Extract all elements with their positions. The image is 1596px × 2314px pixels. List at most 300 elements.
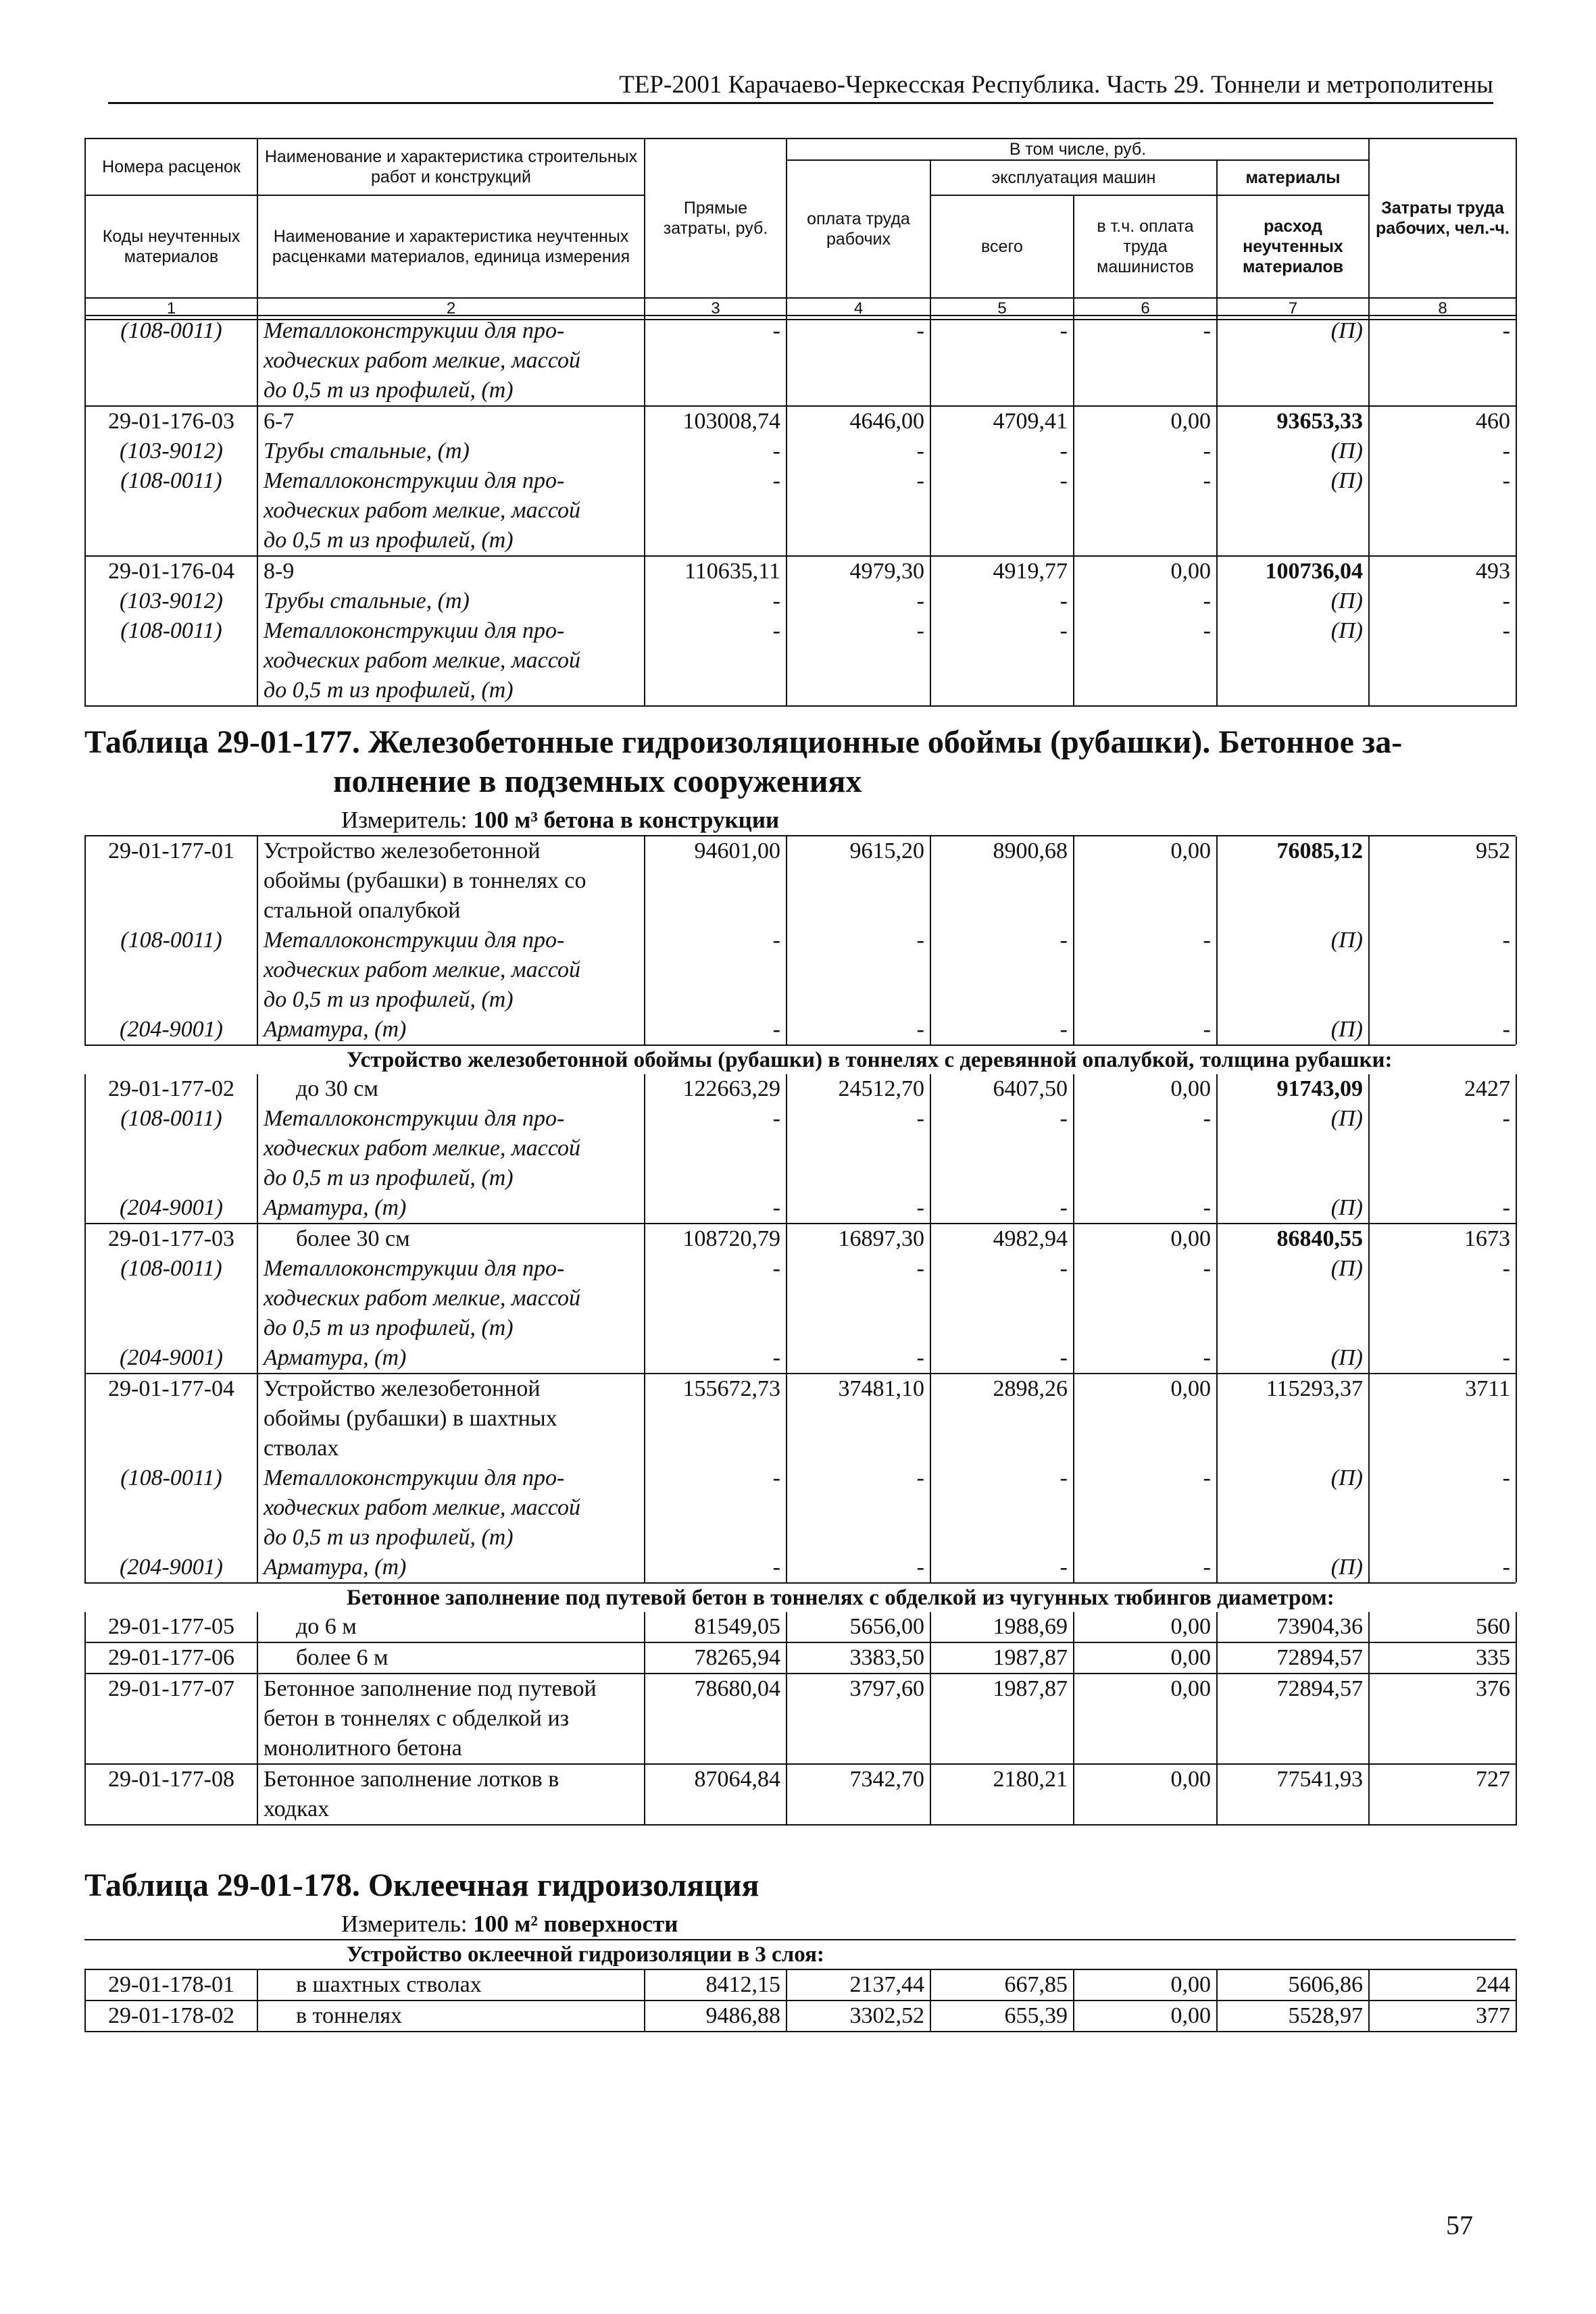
machines-total-cell: 4919,77 — [930, 556, 1074, 586]
labor-pay-cell — [787, 526, 930, 556]
table-row — [85, 1104, 1516, 1134]
work-name-cell: Трубы стальные, (т) — [257, 436, 645, 466]
machines-total-cell: 4982,94 — [930, 1224, 1074, 1254]
materials-cell — [1217, 955, 1369, 985]
group-heading-pasted-waterproofing: Устройство оклеечной гидроизоляции в 3 слоя: — [347, 1942, 824, 1967]
labor-pay-cell: 3797,60 — [787, 1674, 930, 1704]
direct-costs-cell — [645, 1404, 787, 1434]
work-name-cell: более 6 м — [257, 1642, 645, 1674]
table-row — [85, 436, 1516, 466]
header-labor-pay: оплата труда рабочих — [787, 160, 930, 298]
labor-hours-cell — [1369, 1734, 1516, 1764]
labor-hours-cell: - — [1369, 586, 1516, 616]
rate-code-cell: 29-01-176-04 — [85, 556, 257, 586]
machines-labor-cell — [1074, 346, 1217, 376]
materials-cell: (П) — [1217, 466, 1369, 496]
table-row — [85, 1463, 1516, 1493]
rate-code-cell: 29-01-177-03 — [85, 1224, 257, 1254]
table-row — [85, 985, 1516, 1015]
header-labor-hours: Затраты труда рабочих, чел.-ч. — [1369, 139, 1516, 298]
table-row — [85, 1343, 1516, 1374]
materials-cell — [1217, 1284, 1369, 1313]
labor-hours-cell — [1369, 866, 1516, 896]
direct-costs-cell: - — [645, 1104, 787, 1134]
labor-pay-cell — [787, 1734, 930, 1764]
direct-costs-cell: - — [645, 1193, 787, 1224]
table-row — [85, 1224, 1516, 1254]
labor-hours-cell — [1369, 1163, 1516, 1193]
table-row — [85, 955, 1516, 985]
labor-hours-cell — [1369, 676, 1516, 706]
table-row — [85, 646, 1516, 676]
labor-pay-cell — [787, 896, 930, 926]
header-including: В том числе, руб. — [787, 139, 1369, 160]
materials-cell: 115293,37 — [1217, 1374, 1369, 1404]
direct-costs-cell — [645, 496, 787, 526]
work-name-cell: Бетонное заполнение лотков в — [257, 1764, 645, 1794]
labor-hours-cell — [1369, 896, 1516, 926]
materials-cell — [1217, 1163, 1369, 1193]
rate-code-cell — [85, 1163, 257, 1193]
table-178-title: Таблица 29-01-178. Оклеечная гидроизоляция — [84, 1867, 759, 1903]
labor-hours-cell — [1369, 1493, 1516, 1523]
machines-total-cell: 8900,68 — [930, 836, 1074, 866]
column-number: 7 — [1217, 298, 1369, 320]
materials-cell — [1217, 896, 1369, 926]
machines-labor-cell: - — [1074, 436, 1217, 466]
labor-pay-cell — [787, 1163, 930, 1193]
rate-code-cell — [85, 1704, 257, 1734]
work-name-cell: Устройство железобетонной — [257, 836, 645, 866]
table-row — [85, 1134, 1516, 1163]
labor-pay-cell — [787, 496, 930, 526]
labor-hours-cell: 2427 — [1369, 1074, 1516, 1104]
labor-hours-cell: - — [1369, 1193, 1516, 1224]
direct-costs-cell — [645, 1493, 787, 1523]
work-name-cell: Устройство железобетонной — [257, 1374, 645, 1404]
table-row — [85, 896, 1516, 926]
work-name-cell: ходческих работ мелкие, массой — [257, 1284, 645, 1313]
work-name-cell: Арматура, (т) — [257, 1015, 645, 1045]
materials-cell: (П) — [1217, 316, 1369, 346]
rate-code-cell — [85, 985, 257, 1015]
direct-costs-cell — [645, 1734, 787, 1764]
labor-pay-cell — [787, 866, 930, 896]
rate-code-cell: 29-01-177-05 — [85, 1612, 257, 1642]
materials-cell: 86840,55 — [1217, 1224, 1369, 1254]
table-row — [85, 926, 1516, 955]
table-177-title-line2: полнение в подземных сооружениях — [333, 763, 862, 799]
table-row — [85, 1163, 1516, 1193]
work-name-cell: более 30 см — [257, 1224, 645, 1254]
labor-pay-cell: 7342,70 — [787, 1764, 930, 1794]
labor-hours-cell: - — [1369, 616, 1516, 646]
work-name-cell: Бетонное заполнение под путевой — [257, 1674, 645, 1704]
table-row — [85, 1193, 1516, 1224]
materials-cell: 73904,36 — [1217, 1612, 1369, 1642]
work-name-cell: до 0,5 т из профилей, (т) — [257, 1313, 645, 1343]
labor-hours-cell — [1369, 376, 1516, 406]
header-direct-costs: Прямые затраты, руб. — [645, 139, 787, 298]
machines-labor-cell — [1074, 1523, 1217, 1553]
machines-labor-cell: 0,00 — [1074, 1074, 1217, 1104]
rate-code-cell: 29-01-178-01 — [85, 1969, 257, 2001]
work-name-cell: Арматура, (т) — [257, 1193, 645, 1224]
column-number: 4 — [787, 298, 930, 320]
direct-costs-cell — [645, 676, 787, 706]
table-row — [85, 1674, 1516, 1704]
machines-total-cell — [930, 985, 1074, 1015]
materials-cell — [1217, 866, 1369, 896]
machines-total-cell — [930, 646, 1074, 676]
machines-labor-cell: - — [1074, 1463, 1217, 1493]
machines-total-cell: - — [930, 1193, 1074, 1224]
materials-cell — [1217, 1523, 1369, 1553]
labor-hours-cell — [1369, 985, 1516, 1015]
materials-cell: 5606,86 — [1217, 1969, 1369, 2001]
direct-costs-cell — [645, 1313, 787, 1343]
labor-pay-cell: 9615,20 — [787, 836, 930, 866]
rate-code-cell — [85, 1434, 257, 1463]
work-name-cell: Металлоконструкции для про- — [257, 616, 645, 646]
labor-hours-cell: - — [1369, 1104, 1516, 1134]
work-name-cell: Металлоконструкции для про- — [257, 1104, 645, 1134]
labor-pay-cell: - — [787, 1193, 930, 1224]
machines-total-cell: - — [930, 1463, 1074, 1493]
rate-code-cell — [85, 1794, 257, 1825]
labor-pay-cell — [787, 1134, 930, 1163]
rate-code-cell: (108-0011) — [85, 926, 257, 955]
direct-costs-cell — [645, 526, 787, 556]
machines-total-cell — [930, 376, 1074, 406]
header-rate-numbers: Номера расценок — [85, 139, 257, 195]
labor-pay-cell: - — [787, 316, 930, 346]
labor-hours-cell — [1369, 1523, 1516, 1553]
labor-pay-cell: - — [787, 616, 930, 646]
materials-cell — [1217, 985, 1369, 1015]
machines-labor-cell — [1074, 1313, 1217, 1343]
machines-labor-cell — [1074, 1434, 1217, 1463]
rate-code-cell — [85, 496, 257, 526]
rate-code-cell: (103-9012) — [85, 436, 257, 466]
rate-code-cell: 29-01-177-06 — [85, 1642, 257, 1674]
materials-cell — [1217, 496, 1369, 526]
rate-code-cell — [85, 1134, 257, 1163]
machines-labor-cell: - — [1074, 1015, 1217, 1045]
rate-code-cell: (108-0011) — [85, 316, 257, 346]
work-name-cell: Арматура, (т) — [257, 1343, 645, 1374]
materials-cell: (П) — [1217, 1193, 1369, 1224]
labor-pay-cell — [787, 1704, 930, 1734]
machines-total-cell: - — [930, 1104, 1074, 1134]
direct-costs-cell: - — [645, 436, 787, 466]
labor-pay-cell — [787, 1794, 930, 1825]
rate-code-cell — [85, 1734, 257, 1764]
work-name-cell: Металлоконструкции для про- — [257, 1254, 645, 1284]
work-name-cell: стволах — [257, 1434, 645, 1463]
work-name-cell: бетон в тоннелях с обделкой из — [257, 1704, 645, 1734]
machines-total-cell: 1987,87 — [930, 1642, 1074, 1674]
rate-code-cell: (108-0011) — [85, 1104, 257, 1134]
table-row — [85, 1493, 1516, 1523]
rate-code-cell: 29-01-176-03 — [85, 406, 257, 436]
rate-code-cell: 29-01-178-02 — [85, 2001, 257, 2032]
machines-labor-cell: - — [1074, 1193, 1217, 1224]
direct-costs-cell — [645, 1284, 787, 1313]
page-number: 57 — [1446, 2210, 1473, 2240]
document-body — [84, 315, 1516, 2032]
machines-labor-cell: - — [1074, 316, 1217, 346]
table-row — [85, 586, 1516, 616]
table-row — [85, 616, 1516, 646]
labor-hours-cell: 1673 — [1369, 1224, 1516, 1254]
work-name-cell: Металлоконструкции для про- — [257, 316, 645, 346]
rate-code-cell: (108-0011) — [85, 466, 257, 496]
machines-labor-cell — [1074, 896, 1217, 926]
machines-total-cell: 655,39 — [930, 2001, 1074, 2032]
table-177-title — [84, 707, 1516, 801]
direct-costs-cell: 94601,00 — [645, 836, 787, 866]
work-name-cell: Трубы стальные, (т) — [257, 586, 645, 616]
direct-costs-cell — [645, 346, 787, 376]
table-row — [85, 2001, 1516, 2032]
materials-cell — [1217, 1134, 1369, 1163]
table-row — [85, 1969, 1516, 2001]
machines-total-cell: - — [930, 1254, 1074, 1284]
work-name-cell: Металлоконструкции для про- — [257, 926, 645, 955]
table-178-measure — [84, 1905, 1516, 1940]
direct-costs-cell: 9486,88 — [645, 2001, 787, 2032]
direct-costs-cell: 8412,15 — [645, 1969, 787, 2001]
machines-labor-cell — [1074, 1794, 1217, 1825]
machines-labor-cell — [1074, 1734, 1217, 1764]
table-row — [85, 866, 1516, 896]
rate-code-cell — [85, 646, 257, 676]
work-name-cell: до 0,5 т из профилей, (т) — [257, 676, 645, 706]
machines-total-cell — [930, 1404, 1074, 1434]
materials-cell — [1217, 1704, 1369, 1734]
labor-hours-cell: 376 — [1369, 1674, 1516, 1704]
work-name-cell: ходческих работ мелкие, массой — [257, 955, 645, 985]
materials-cell — [1217, 1404, 1369, 1434]
rates-table-177-c — [84, 1612, 1517, 1826]
materials-cell: 72894,57 — [1217, 1642, 1369, 1674]
table-row — [85, 1642, 1516, 1674]
work-name-cell: ходческих работ мелкие, массой — [257, 346, 645, 376]
rate-code-cell: (204-9001) — [85, 1553, 257, 1582]
labor-hours-cell — [1369, 526, 1516, 556]
labor-hours-cell: - — [1369, 926, 1516, 955]
table-row — [85, 1284, 1516, 1313]
materials-cell: 76085,12 — [1217, 836, 1369, 866]
labor-hours-cell: - — [1369, 1343, 1516, 1374]
table-row — [85, 1704, 1516, 1734]
direct-costs-cell: 110635,11 — [645, 556, 787, 586]
machines-labor-cell — [1074, 1404, 1217, 1434]
rate-code-cell: 29-01-177-02 — [85, 1074, 257, 1104]
direct-costs-cell — [645, 1434, 787, 1463]
table-row — [85, 466, 1516, 496]
column-number: 3 — [645, 298, 787, 320]
direct-costs-cell — [645, 1523, 787, 1553]
labor-pay-cell — [787, 1434, 930, 1463]
direct-costs-cell — [645, 1794, 787, 1825]
machines-labor-cell: - — [1074, 1553, 1217, 1582]
labor-hours-cell: 493 — [1369, 556, 1516, 586]
header-codes: Коды неучтенных материалов — [85, 195, 257, 298]
work-name-cell: до 0,5 т из профилей, (т) — [257, 1523, 645, 1553]
direct-costs-cell: - — [645, 316, 787, 346]
labor-hours-cell — [1369, 1313, 1516, 1343]
work-name-cell: ходческих работ мелкие, массой — [257, 1134, 645, 1163]
rate-code-cell — [85, 526, 257, 556]
rates-table-178 — [84, 1969, 1517, 2032]
machines-labor-cell: 0,00 — [1074, 1612, 1217, 1642]
rate-code-cell: 29-01-177-08 — [85, 1764, 257, 1794]
work-name-cell: Металлоконструкции для про- — [257, 1463, 645, 1493]
materials-cell — [1217, 346, 1369, 376]
labor-pay-cell — [787, 1284, 930, 1313]
machines-total-cell — [930, 676, 1074, 706]
labor-pay-cell — [787, 346, 930, 376]
rate-code-cell — [85, 955, 257, 985]
group-heading-wooden-formwork: Устройство железобетонной обоймы (рубашки) в тоннелях с деревянной опалубкой, толщина рубашки: — [84, 1045, 1516, 1074]
rate-code-cell: (103-9012) — [85, 586, 257, 616]
header-machines-labor: в т.ч. оплата труда машинистов — [1074, 195, 1217, 298]
machines-total-cell — [930, 1134, 1074, 1163]
machines-total-cell — [930, 496, 1074, 526]
table-row — [85, 1074, 1516, 1104]
machines-total-cell — [930, 1284, 1074, 1313]
table-row — [85, 526, 1516, 556]
rate-code-cell: (108-0011) — [85, 616, 257, 646]
labor-pay-cell — [787, 955, 930, 985]
labor-hours-cell: - — [1369, 1553, 1516, 1582]
machines-total-cell: - — [930, 316, 1074, 346]
machines-labor-cell — [1074, 496, 1217, 526]
machines-labor-cell — [1074, 526, 1217, 556]
direct-costs-cell: 108720,79 — [645, 1224, 787, 1254]
work-name-cell: стальной опалубкой — [257, 896, 645, 926]
rate-code-cell — [85, 676, 257, 706]
materials-cell: (П) — [1217, 1015, 1369, 1045]
labor-pay-cell: 24512,70 — [787, 1074, 930, 1104]
rates-table-177-a — [84, 836, 1517, 1045]
measure-value: 100 м³ бетона в конструкции — [473, 807, 780, 833]
table-row — [85, 496, 1516, 526]
machines-total-cell — [930, 1163, 1074, 1193]
rate-code-cell — [85, 346, 257, 376]
work-name-cell: обоймы (рубашки) в шахтных — [257, 1404, 645, 1434]
work-name-cell: до 30 см — [257, 1074, 645, 1104]
rates-table-176 — [84, 315, 1517, 707]
machines-labor-cell — [1074, 646, 1217, 676]
work-name-cell: 6-7 — [257, 406, 645, 436]
machines-labor-cell: - — [1074, 1104, 1217, 1134]
machines-labor-cell — [1074, 376, 1217, 406]
table-row — [85, 1254, 1516, 1284]
rate-code-cell: (108-0011) — [85, 1254, 257, 1284]
machines-total-cell: 2180,21 — [930, 1764, 1074, 1794]
machines-labor-cell: - — [1074, 1343, 1217, 1374]
machines-labor-cell — [1074, 1493, 1217, 1523]
work-name-cell: ходках — [257, 1794, 645, 1825]
machines-total-cell: 2898,26 — [930, 1374, 1074, 1404]
direct-costs-cell — [645, 1163, 787, 1193]
table-row — [85, 376, 1516, 406]
machines-total-cell: - — [930, 586, 1074, 616]
direct-costs-cell — [645, 1704, 787, 1734]
machines-labor-cell — [1074, 1134, 1217, 1163]
table-row — [85, 676, 1516, 706]
machines-total-cell — [930, 1734, 1074, 1764]
rate-code-cell — [85, 1284, 257, 1313]
direct-costs-cell: - — [645, 586, 787, 616]
column-number: 5 — [930, 298, 1074, 320]
direct-costs-cell — [645, 866, 787, 896]
work-name-cell: до 6 м — [257, 1612, 645, 1642]
direct-costs-cell: 155672,73 — [645, 1374, 787, 1404]
header-machines: эксплуатация машин — [930, 160, 1217, 195]
materials-cell — [1217, 676, 1369, 706]
machines-total-cell — [930, 1523, 1074, 1553]
direct-costs-cell: 78680,04 — [645, 1674, 787, 1704]
labor-pay-cell: 3383,50 — [787, 1642, 930, 1674]
materials-cell: 5528,97 — [1217, 2001, 1369, 2032]
column-header-table — [84, 138, 1517, 320]
table-177-measure — [84, 801, 1516, 836]
labor-hours-cell — [1369, 1794, 1516, 1825]
machines-total-cell — [930, 346, 1074, 376]
labor-pay-cell — [787, 1313, 930, 1343]
materials-cell — [1217, 376, 1369, 406]
machines-total-cell: - — [930, 1015, 1074, 1045]
labor-hours-cell: 952 — [1369, 836, 1516, 866]
measure-prefix: Измеритель: — [341, 1911, 474, 1937]
rate-code-cell: (204-9001) — [85, 1343, 257, 1374]
machines-labor-cell — [1074, 1704, 1217, 1734]
labor-hours-cell — [1369, 955, 1516, 985]
machines-labor-cell — [1074, 985, 1217, 1015]
labor-pay-cell: 3302,52 — [787, 2001, 930, 2032]
labor-pay-cell: - — [787, 466, 930, 496]
column-number: 8 — [1369, 298, 1516, 320]
table-row — [85, 316, 1516, 346]
labor-hours-cell — [1369, 1434, 1516, 1463]
direct-costs-cell: - — [645, 1015, 787, 1045]
labor-pay-cell — [787, 1523, 930, 1553]
table-row — [85, 1404, 1516, 1434]
labor-pay-cell — [787, 985, 930, 1015]
machines-total-cell — [930, 866, 1074, 896]
table-row — [85, 1374, 1516, 1404]
table-row — [85, 1553, 1516, 1582]
labor-pay-cell: - — [787, 1463, 930, 1493]
table-row — [85, 1434, 1516, 1463]
labor-pay-cell: - — [787, 586, 930, 616]
labor-hours-cell: - — [1369, 436, 1516, 466]
labor-hours-cell: 3711 — [1369, 1374, 1516, 1404]
machines-labor-cell: - — [1074, 466, 1217, 496]
machines-total-cell: 1987,87 — [930, 1674, 1074, 1704]
labor-pay-cell — [787, 1493, 930, 1523]
table-row — [85, 1764, 1516, 1794]
machines-labor-cell: 0,00 — [1074, 1374, 1217, 1404]
work-name-cell: обоймы (рубашки) в тоннелях со — [257, 866, 645, 896]
materials-cell: (П) — [1217, 1553, 1369, 1582]
table-row — [85, 1734, 1516, 1764]
machines-total-cell: - — [930, 466, 1074, 496]
